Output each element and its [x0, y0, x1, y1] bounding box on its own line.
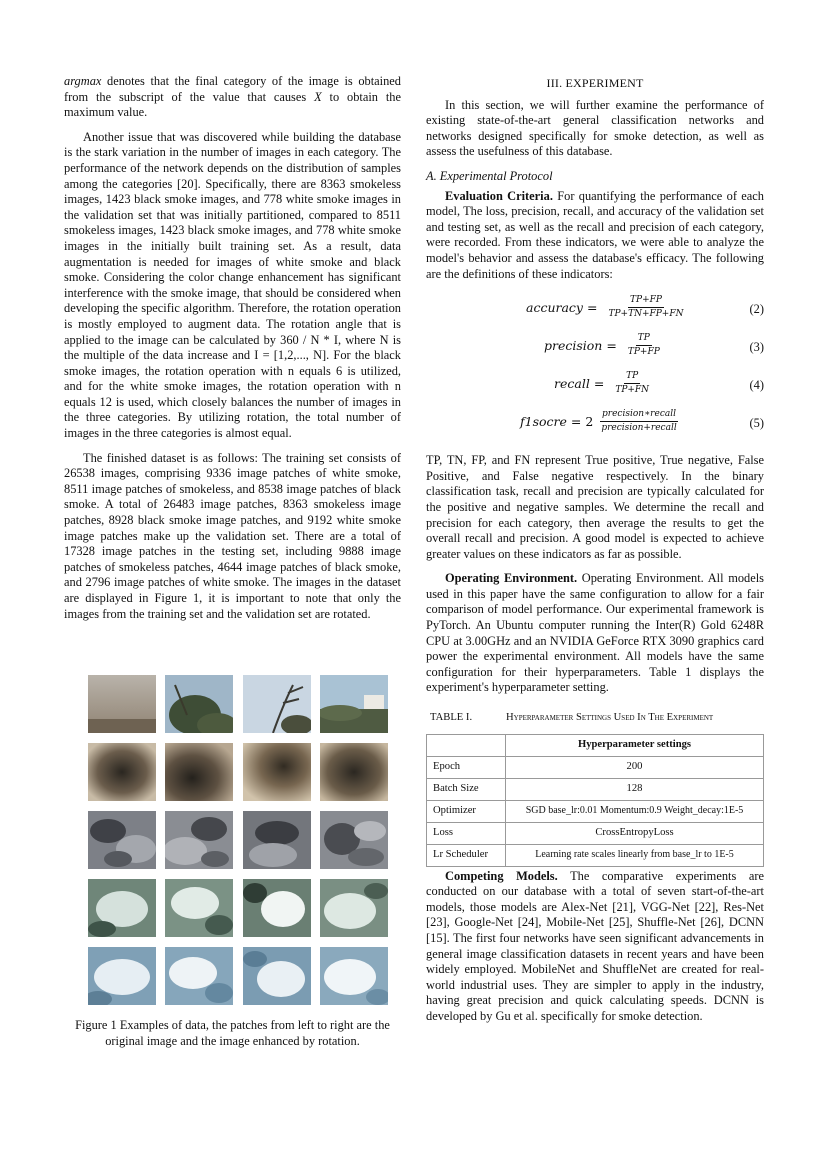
- patch-image: [243, 811, 311, 869]
- table-row: Batch Size 128: [427, 778, 764, 800]
- patch-image: [243, 879, 311, 937]
- patch-image: [243, 947, 311, 1005]
- patch-image: [320, 947, 388, 1005]
- paragraph-metrics: TP, TN, FP, and FN represent True positive, True negative, False Positive, and False negative respectively. In the binary classification task, recall and precision are typically calculated for the positive and negative samples. We determine the recall and precision for each category, then average the results to get the overall recall and precision. A good model is expected to achieve greater values on these indicators as far as possible.: [426, 453, 764, 561]
- table-row: Optimizer SGD base_lr:0.01 Momentum:0.9 Weight_decay:1E-5: [427, 800, 764, 822]
- patch-image: [320, 675, 388, 733]
- paragraph-environment: Operating Environment. Operating Environment. All models used in this paper have the same configuration to allow for a fair comparison of model performance. Our experimental framework is PyTorch. An Ubuntu computer running the Inter(R) Gold 6248R CPU at 3.00GHz and an NVIDIA GeForce RTX 3090 graphics card power the experimental environment. All models have the same configuration for their hyperparameters. Table 1 displays the experiment's hyperparameter setting.: [426, 571, 764, 695]
- paragraph-argmax: argmax denotes that the final category of the image is obtained from the subscript of the value that causes X to obtain the maximum value.: [64, 74, 401, 120]
- table-header-row: [427, 734, 764, 756]
- left-column: [64, 74, 401, 631]
- table-title: Hyperparameter Settings Used In The Experiment: [506, 712, 714, 724]
- hyperparameter-table: [426, 734, 764, 867]
- patch-image: [165, 811, 233, 869]
- patch-image: [88, 879, 156, 937]
- paragraph-evaluation: Evaluation Criteria. For quantifying the performance of each model, The loss, precision, recall, and accuracy of the validation set and testing set, as well as the recall and precision of each category, were recorded. From these indicators, we were able to analyze the model's behavior and assess the database's efficacy. The following are the definitions of these indicators:: [426, 188, 764, 281]
- patch-image: [88, 675, 156, 733]
- right-column: [426, 74, 764, 1034]
- section-heading: III. EXPERIMENT: [546, 76, 644, 90]
- argmax-term: argmax: [64, 74, 102, 88]
- equation-block: [426, 291, 764, 443]
- equation-accuracy: accuracy = $\frac{TP+FP}{TP+TN+FP+FN}$ (2): [526, 295, 764, 320]
- table-caption: [430, 710, 764, 726]
- patch-image: [165, 675, 233, 733]
- table-row: Lr Scheduler Learning rate scales linearly from base_lr to 1E-5: [427, 844, 764, 866]
- paragraph-dataset: The finished dataset is as follows: The training set consists of 26538 images, comprising 9336 image patches of white smoke, 8511 image patches of smokeless, and 8538 image patches of black smoke. A total of 26483 image patches, 8363 smokeless image patches, 8928 black smoke image patches, and 9192 white smoke image patches make up the validation set. There are a total of 17328 image patches in the testing set, including 9888 image patches of smokeless patches, 4644 image patches of black smoke, and 2796 image patches of white smoke. The images in the dataset are displayed in Figure 1, it is important to note that only the images from the training set and the validation set are rotated.: [64, 450, 401, 621]
- patch-image: [165, 879, 233, 937]
- patch-image: [88, 947, 156, 1005]
- paragraph-imbalance: Another issue that was discovered while building the database is the stark variation in the number of images in each category. The performance of the network depends on the distribution of samples among the categories [20]. Specifically, there are 8363 smokeless images, 1423 black smoke images, and 778 white smoke images in the validation set that was initially partitioned, compared to 8511 smokeless images, 1423 black smoke images, and 778 white smoke images in the initially built training set. As a result, data augmentation is needed for images of white smoke and black smoke. Considering the color change enhancement has significant interference with the smoke image, that should be considered when developing the specific algorithm. Therefore, the rotation operation is mostly employed to augment data. The rotation angle that is applied to the image can be calculated by 360 / N * I, where N is the multiple of the data increase and I = [1,2,..., N]. For the black smoke images, the rotation operation with n equals 6 is utilized, and for the white smoke images, the rotation operation with n equals 12 is used, which closely balances the number of images in the three categories. By utilizing rotation, the total number of images in the three categories is almost equal.: [64, 129, 401, 441]
- patch-image: [320, 811, 388, 869]
- patch-image: [320, 879, 388, 937]
- figure-1-caption: Figure 1 Examples of data, the patches from left to right are the original image and the image enhanced by rotation.: [75, 1018, 390, 1048]
- table-row: Loss CrossEntropyLoss: [427, 822, 764, 844]
- table-row: Epoch 200: [427, 756, 764, 778]
- equation-precision: precision = $\frac{TP}{TP+FP}$ (3): [544, 333, 764, 358]
- patch-image: [165, 947, 233, 1005]
- patch-image: [88, 743, 156, 801]
- patch-image: [165, 743, 233, 801]
- table-label: TABLE I.: [430, 712, 473, 724]
- patch-image: [243, 675, 311, 733]
- equation-f1score: f1socre = 2 $\frac{\text{precision∗recall}}{\text{precision+recall}}$ (5): [520, 409, 764, 434]
- patch-image: [320, 743, 388, 801]
- figure-1-patch-grid: [88, 675, 388, 1007]
- paragraph-competing-models: Competing Models. The comparative experiments are conducted on our database with a total of seven start-of-the-art models, those models are Alex-Net [21], VGG-Net [22], Res-Net [23], Google-Net [24], Mobile-Net [25], Shuffle-Net [26], DCNN [15]. The first four networks have seen significant advancements in general image classification datasets in recent years and have been widely employed. MobileNet and ShuffleNet are created for real-world industrial uses. They are simpler to apply in the industry, having great precision and quick calculating speeds. DCNN is developed by Gu et al. specifically for smoke detection.: [426, 868, 764, 1023]
- table-header: Hyperparameter settings: [506, 734, 764, 756]
- subsection-heading: A. Experimental Protocol: [426, 168, 553, 183]
- equation-recall: recall = $\frac{TP}{TP+FN}$ (4): [554, 371, 764, 396]
- paragraph-intro: In this section, we will further examine the performance of existing state-of-the-art general classification networks and networks designed specifically for smoke detection, as well as assess the usefulness of this database.: [426, 97, 764, 159]
- patch-image: [243, 743, 311, 801]
- patch-image: [88, 811, 156, 869]
